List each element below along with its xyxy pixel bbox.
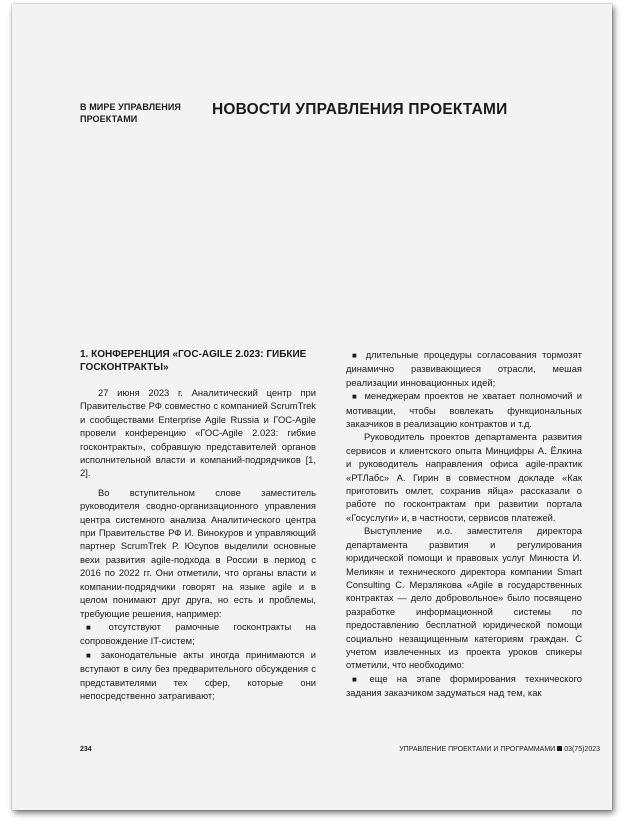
- bullet-item: [346, 389, 582, 430]
- bullet-text: менеджерам проектов не хватает полномочий и мотивации, чтобы вовлекать функциональных заказчиков в реализацию контрактов и т.д.: [346, 390, 582, 430]
- bullet-square-icon: ■: [352, 392, 359, 402]
- bullet-square-icon: ■: [86, 650, 95, 660]
- journal-footer: [399, 745, 600, 755]
- bullet-item: [346, 672, 582, 700]
- left-column: [80, 348, 316, 702]
- issue-number: 03(75)2023: [564, 746, 600, 753]
- bullet-square-icon: ■: [86, 622, 103, 632]
- page-title: НОВОСТИ УПРАВЛЕНИЯ ПРОЕКТАМИ: [212, 101, 508, 118]
- paragraph-4: Выступление и.о. заместителя директора департамента развития и регулирования юридической помощи и правовых услуг Минюста И. Меликян и технического директора компании Smart Consulting С. Мерзлякова «Agile в государственных контрактах — дело добровольное» было посвящено разработке информационной системы по предоставлению бесплатной юридической помощи социально незащищенным категориям граждан. С учетом извлеченных из проекта уроков спикеры отметили, что необходимо:: [346, 525, 582, 671]
- journal-name: УПРАВЛЕНИЕ ПРОЕКТАМИ И ПРОГРАММАМИ: [399, 746, 556, 753]
- right-column: [346, 348, 582, 700]
- bullet-text: еще на этапе формирования технического задания заказчиком задуматься над тем, как: [346, 672, 582, 699]
- article-heading: 1. КОНФЕРЕНЦИЯ «ГОС-AGILE 2.023: ГИБКИЕ ГОСКОНТРАКТЫ»: [80, 349, 307, 373]
- bullet-item: [80, 620, 316, 648]
- bullet-text: длительные процедуры согласования тормозят динамично развивающиеся отрасли, мешая реализации инновационных идей;: [346, 349, 582, 388]
- bullet-item: [346, 348, 582, 389]
- bullet-text: отсутствуют рамочные госконтракты на сопровождение IT-систем;: [80, 620, 316, 647]
- paragraph-2: Во вступительном слове заместитель руководителя сводно-организационного управления центра системного анализа Аналитического центра при Правительстве РФ И. Винокуров и управляющий партнер ScrumTrek Р. Юсупов выделили основные вехи развития agile-подхода в России в период с 2016 по 2022 гг. Они отметили, что органы власти и компании-подрядчики говорят на языке agile и в целом понимают друг друга, но есть и проблемы, требующие решения, например:: [80, 486, 316, 619]
- square-separator-icon: [557, 746, 562, 751]
- bullet-item: [80, 648, 316, 703]
- bullet-text: законодательные акты иногда принимаются и вступают в силу без предварительного обсуждения с представителями тех сфер, которые они непосредственно затрагивают;: [80, 648, 316, 701]
- paragraph-3: Руководитель проектов департамента развития сервисов и клиентского опыта Минцифры А. Ёлкина и руководитель направления офиса agile-практик «РТЛабс» А. Гирин в совместном докладе «Как приготовить омлет, сохранив яйца» рассказали о работе по госконтрактам при развитии портала «Госуслуги» и, в частности, сервисов платежей.: [346, 431, 582, 523]
- bullet-square-icon: ■: [352, 351, 360, 360]
- section-label: В МИРЕ УПРАВЛЕНИЯ ПРОЕКТАМИ: [80, 102, 181, 124]
- page-number: 234: [80, 746, 92, 753]
- bullet-square-icon: ■: [352, 674, 364, 684]
- paragraph-1: 27 июня 2023 г. Аналитический центр при Правительстве РФ совместно с компанией ScrumTrek и сообществами Enterprise Agile Russia и ГОС-Agile провели конференцию «ГОС-Agile 2.023: гибкие госконтракты», собравшую представителей органов исполнительной власти и компаний-подрядчиков [1, 2].: [80, 387, 316, 479]
